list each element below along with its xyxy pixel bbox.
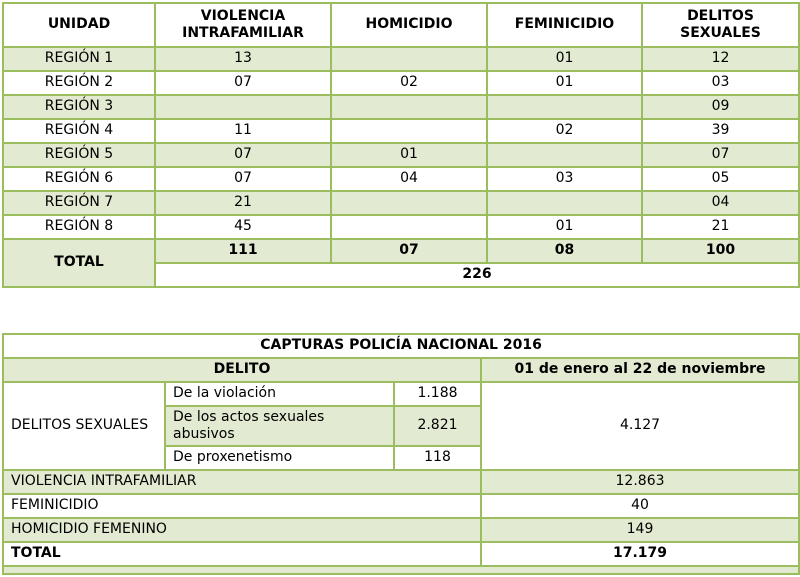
period-header-cell: 01 de enero al 22 de noviembre	[481, 358, 799, 382]
region-name-cell: REGIÓN 4	[3, 119, 155, 143]
clipped-partial-cell	[3, 566, 799, 574]
total-value-cell: 07	[331, 239, 487, 263]
value-cell	[331, 95, 487, 119]
value-cell: 07	[155, 167, 331, 191]
region-row	[3, 47, 799, 71]
capturas-header-row	[3, 358, 799, 382]
value-cell: 39	[642, 119, 799, 143]
delito-value-cell: 40	[481, 494, 799, 518]
value-cell: 05	[642, 167, 799, 191]
capturas-title-row	[3, 334, 799, 358]
delito-row	[3, 518, 799, 542]
value-cell: 01	[487, 71, 642, 95]
delito-label-cell: VIOLENCIA INTRAFAMILIAR	[3, 470, 481, 494]
region-row	[3, 143, 799, 167]
value-cell: 09	[642, 95, 799, 119]
subrow-value-cell: 118	[394, 446, 481, 470]
subrow-violacion	[3, 382, 799, 406]
capturas-title: CAPTURAS POLICÍA NACIONAL 2016	[3, 334, 799, 358]
header-feminicidio: FEMINICIDIO	[487, 3, 642, 47]
region-row	[3, 119, 799, 143]
region-name-cell: REGIÓN 1	[3, 47, 155, 71]
value-cell: 01	[487, 215, 642, 239]
subrow-name-cell: De la violación	[165, 382, 394, 406]
value-cell	[487, 143, 642, 167]
value-cell	[487, 95, 642, 119]
value-cell: 11	[155, 119, 331, 143]
value-cell: 12	[642, 47, 799, 71]
header-row	[3, 3, 799, 47]
total-value-cell: 100	[642, 239, 799, 263]
region-row	[3, 191, 799, 215]
delitos-sexuales-label-cell: DELITOS SEXUALES	[3, 382, 165, 470]
value-cell: 21	[155, 191, 331, 215]
delito-row	[3, 470, 799, 494]
clipped-partial-row	[3, 566, 799, 574]
capturas-table	[2, 333, 800, 575]
value-cell: 04	[642, 191, 799, 215]
regional-crime-table	[2, 2, 800, 288]
total-row	[3, 239, 799, 263]
region-row	[3, 95, 799, 119]
region-name-cell: REGIÓN 7	[3, 191, 155, 215]
grand-total-cell: 226	[155, 263, 799, 287]
value-cell	[331, 119, 487, 143]
header-violencia-intrafamiliar: VIOLENCIA INTRAFAMILIAR	[155, 3, 331, 47]
header-unidad: UNIDAD	[3, 3, 155, 47]
value-cell: 03	[487, 167, 642, 191]
value-cell	[487, 191, 642, 215]
value-cell: 01	[487, 47, 642, 71]
value-cell: 02	[487, 119, 642, 143]
delitos-sexuales-subtotal-cell: 4.127	[481, 382, 799, 470]
capturas-total-row	[3, 542, 799, 566]
region-row	[3, 215, 799, 239]
delito-label-cell: FEMINICIDIO	[3, 494, 481, 518]
subrow-name-cell: De proxenetismo	[165, 446, 394, 470]
value-cell	[331, 191, 487, 215]
delito-header-cell: DELITO	[3, 358, 481, 382]
region-name-cell: REGIÓN 6	[3, 167, 155, 191]
total-label-cell: TOTAL	[3, 239, 155, 287]
value-cell: 07	[642, 143, 799, 167]
value-cell: 02	[331, 71, 487, 95]
header-delitos-sexuales: DELITOS SEXUALES	[642, 3, 799, 47]
value-cell: 03	[642, 71, 799, 95]
value-cell	[155, 95, 331, 119]
region-name-cell: REGIÓN 5	[3, 143, 155, 167]
region-name-cell: REGIÓN 3	[3, 95, 155, 119]
region-name-cell: REGIÓN 8	[3, 215, 155, 239]
total-value-cell: 111	[155, 239, 331, 263]
value-cell: 04	[331, 167, 487, 191]
region-row	[3, 167, 799, 191]
value-cell: 13	[155, 47, 331, 71]
delito-row	[3, 494, 799, 518]
region-name-cell: REGIÓN 2	[3, 71, 155, 95]
value-cell: 07	[155, 143, 331, 167]
header-homicidio: HOMICIDIO	[331, 3, 487, 47]
region-row	[3, 71, 799, 95]
value-cell: 45	[155, 215, 331, 239]
value-cell	[331, 215, 487, 239]
total-value-cell: 08	[487, 239, 642, 263]
delito-label-cell: HOMICIDIO FEMENINO	[3, 518, 481, 542]
value-cell: 01	[331, 143, 487, 167]
delito-value-cell: 12.863	[481, 470, 799, 494]
delito-value-cell: 149	[481, 518, 799, 542]
value-cell: 07	[155, 71, 331, 95]
value-cell: 21	[642, 215, 799, 239]
capturas-total-value-cell: 17.179	[481, 542, 799, 566]
subrow-name-cell: De los actos sexuales abusivos	[165, 406, 394, 446]
subrow-value-cell: 1.188	[394, 382, 481, 406]
capturas-total-label-cell: TOTAL	[3, 542, 481, 566]
subrow-value-cell: 2.821	[394, 406, 481, 446]
value-cell	[331, 47, 487, 71]
